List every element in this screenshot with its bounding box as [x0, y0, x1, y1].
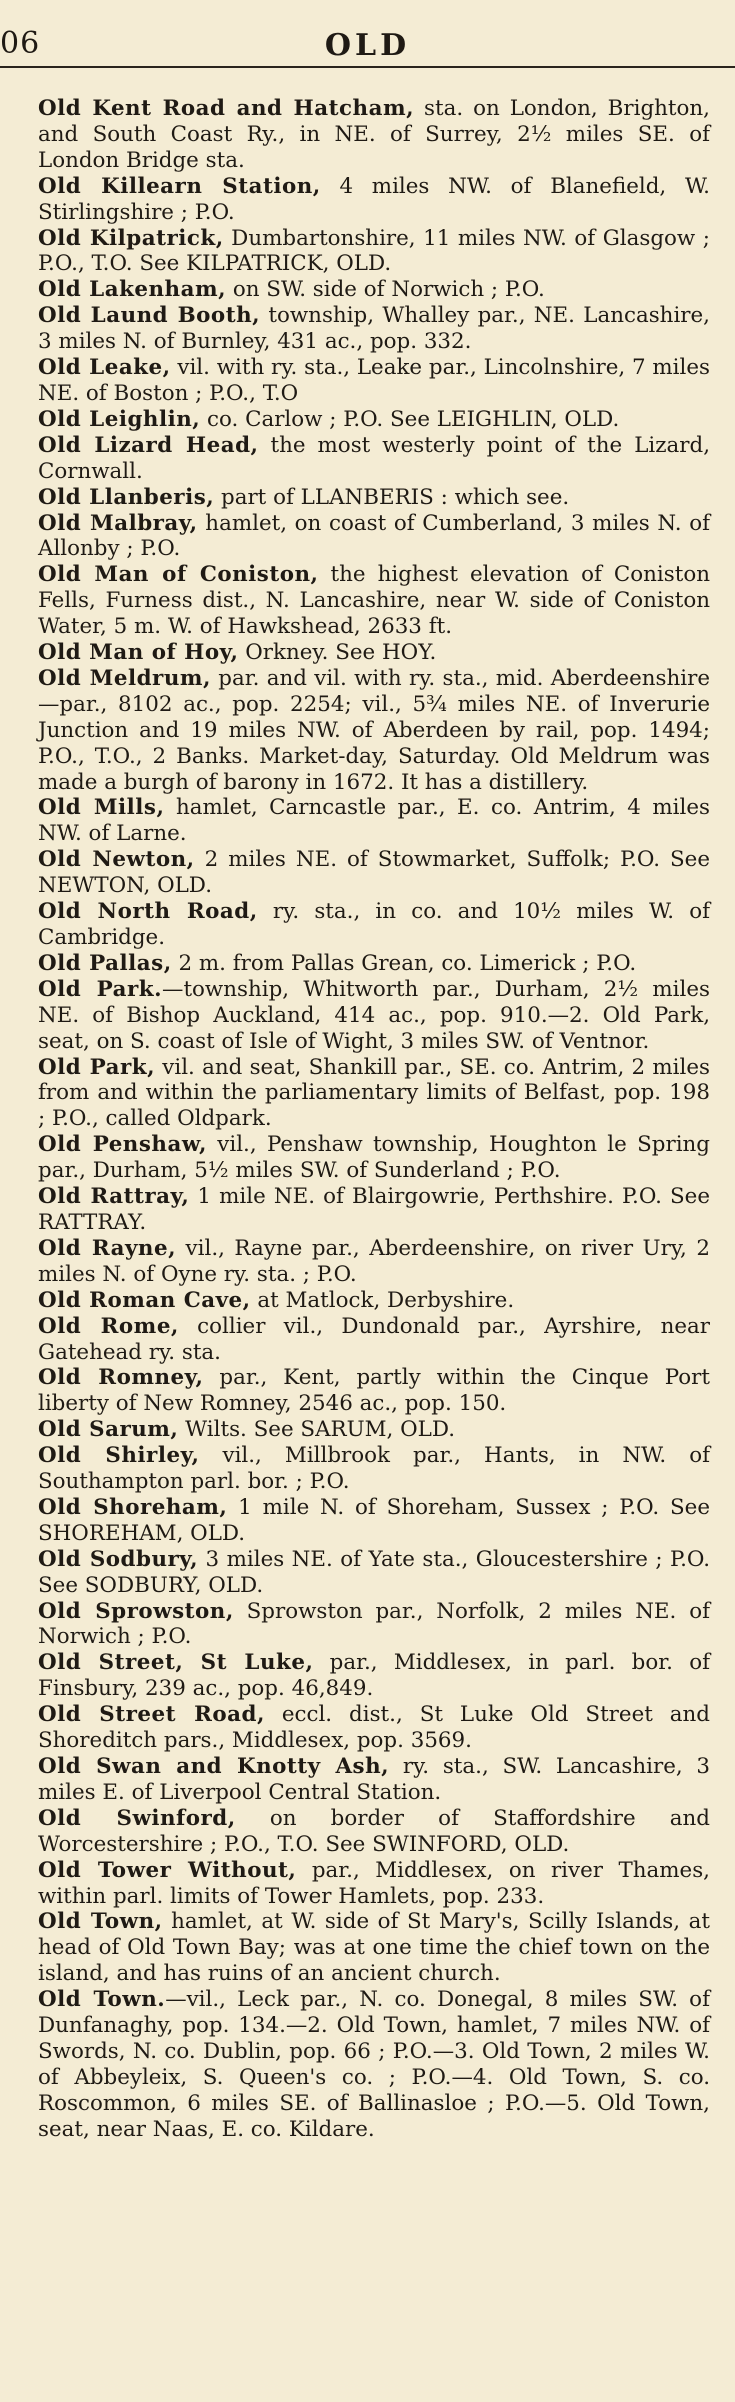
- gazetteer-entry: [38, 847, 710, 899]
- entry-text: Dumbartonshire, 11 miles NW. of Glasgow ; P.O., T.O. See KILPATRICK, OLD.: [38, 225, 710, 277]
- entry-text: sta. on London, Brighton, and South Coast Ry., in NE. of Surrey, 2½ miles SE. of London Bridge sta.: [38, 96, 710, 173]
- gazetteer-entry: [38, 899, 710, 951]
- entry-text: hamlet, on coast of Cumberland, 3 miles N. of Allonby ; P.O.: [38, 510, 711, 562]
- gazetteer-entry: [38, 1417, 710, 1443]
- entry-headword: Old Town.: [38, 1987, 166, 2013]
- header-rule: [0, 66, 735, 68]
- entry-headword: Old Sarum,: [38, 1417, 179, 1443]
- gazetteer-entry: [38, 1599, 710, 1651]
- entry-text: hamlet, Carncastle par., E. co. Antrim, 4 miles NW. of Larne.: [38, 795, 711, 847]
- entry-headword: Old Rattray,: [38, 1184, 190, 1210]
- entry-headword: Old Swinford,: [38, 1805, 236, 1831]
- entry-headword: Old Shoreham,: [38, 1494, 228, 1520]
- gazetteer-entry: [38, 1754, 710, 1806]
- gazetteer-entry: [38, 1495, 710, 1547]
- entry-headword: Old Roman Cave,: [38, 1287, 251, 1313]
- entry-headword: Old Killearn Station,: [38, 173, 321, 199]
- entry-headword: Old Meldrum,: [38, 665, 211, 691]
- entry-text: 1 mile NE. of Blairgowrie, Perthshire. P.O. See RATTRAY.: [38, 1184, 711, 1235]
- gazetteer-entry: [38, 1702, 710, 1754]
- entry-text: on SW. side of Norwich ; P.O.: [226, 277, 545, 303]
- entry-headword: Old Malbray,: [38, 510, 198, 536]
- running-head: OLD: [324, 28, 411, 63]
- entry-headword: Old Swan and Knotty Ash,: [38, 1754, 390, 1779]
- gazetteer-entry: [38, 407, 710, 433]
- entry-text: vil. and seat, Shankill par., SE. co. Antrim, 2 miles from and within the parliamentary limits of Belfast, pop. 198 ; P.O., called Oldpark.: [38, 1054, 710, 1132]
- gazetteer-entry: [38, 1184, 710, 1236]
- entry-text: ry. sta., in co. and 10½ miles W. of Cambridge.: [38, 899, 710, 950]
- gazetteer-entry: [38, 433, 710, 485]
- gazetteer-entry: [38, 1236, 710, 1288]
- gazetteer-entry: [38, 1365, 710, 1417]
- entry-headword: Old Man of Hoy,: [38, 640, 239, 666]
- entry-headword: Old Street Road,: [38, 1702, 265, 1728]
- gazetteer-entry: [38, 1314, 710, 1366]
- gazetteer-entry: [38, 174, 710, 226]
- gazetteer-entry: [38, 640, 710, 666]
- gazetteer-entry: [38, 96, 710, 174]
- entry-text: par., Middlesex, on river Thames, within parl. limits of Tower Hamlets, pop. 233.: [38, 1857, 710, 1909]
- entry-headword: Old Park,: [38, 1054, 156, 1080]
- gazetteer-entry: [38, 1443, 710, 1495]
- entry-text: par. and vil. with ry. sta., mid. Aberdeenshire—par., 8102 ac., pop. 2254; vil., 5¾ miles NE. of Inverurie Junction and 19 miles NW. of Aberdeen by rail, pop. 1494; P.O., T.O., 2 Banks. Market-day, Saturday. Old Meldrum was made a burgh of barony in 1672. It has a distillery.: [38, 665, 710, 795]
- entry-headword: Old Lakenham,: [38, 277, 227, 303]
- entry-text: at Matlock, Derbyshire.: [250, 1287, 515, 1313]
- gazetteer-entry: [38, 511, 710, 563]
- entry-headword: Old Tower Without,: [38, 1857, 297, 1883]
- entry-text: co. Carlow ; P.O. See LEIGHLIN, OLD.: [200, 406, 620, 432]
- entry-headword: Old Sodbury,: [38, 1546, 199, 1572]
- entry-text: hamlet, at W. side of St Mary's, Scilly Islands, at head of Old Town Bay; was at one time the chief town on the island, and has ruins of an ancient church.: [38, 1909, 710, 1987]
- entry-text: par., Middlesex, in parl. bor. of Finsbury, 239 ac., pop. 46,849.: [38, 1650, 710, 1702]
- entry-headword: Old North Road,: [38, 899, 258, 925]
- entry-text: vil., Penshaw township, Houghton le Spring par., Durham, 5½ miles SW. of Sunderland ; P.O.: [38, 1132, 711, 1184]
- entry-text: —vil., Leck par., N. co. Donegal, 8 miles SW. of Dunfanaghy, pop. 134.—2. Old Town, hamlet, 7 miles NW. of Swords, N. co. Dublin, pop. 66 ; P.O.—3. Old Town, 2 miles W. of Abbeyleix, S. Queen's co. ; P.O.—4. Old Town, S. co. Roscommon, 6 miles SE. of Ballinasloe ; P.O.—5. Old Town, seat, near Naas, E. co. Kildare.: [38, 1987, 710, 2142]
- gazetteer-entry: [38, 1909, 710, 1987]
- page-header: [0, 0, 735, 70]
- entry-headword: Old Romney,: [38, 1365, 204, 1391]
- entry-headword: Old Laund Booth,: [38, 303, 261, 329]
- entry-headword: Old Shirley,: [38, 1443, 200, 1469]
- entry-text: —township, Whitworth par., Durham, 2½ miles NE. of Bishop Auckland, 414 ac., pop. 910.—2. Old Park, seat, on S. coast of Isle of Wight, 3 miles SW. of Ventnor.: [38, 976, 710, 1054]
- entry-text: part of LLANBERIS : which see.: [214, 484, 570, 510]
- entry-headword: Old Rome,: [38, 1313, 179, 1339]
- entry-text: collier vil., Dundonald par., Ayrshire, near Gatehead ry. sta.: [38, 1313, 710, 1365]
- gazetteer-entry: [38, 977, 710, 1055]
- entry-text: 4 miles NW. of Blanefield, W. Stirlingshire ; P.O.: [38, 173, 710, 225]
- entry-text: the highest elevation of Coniston Fells, Furness dist., N. Lancashire, near W. side of Coniston Water, 5 m. W. of Hawkshead, 2633 ft.: [38, 562, 711, 640]
- gazetteer-entry: [38, 226, 710, 278]
- gazetteer-entry: [38, 1650, 710, 1702]
- entry-headword: Old Newton,: [38, 847, 195, 873]
- entry-text: vil., Rayne par., Aberdeenshire, on river Ury, 2 miles N. of Oyne ry. sta. ; P.O.: [38, 1235, 710, 1287]
- gazetteer-entry: [38, 1987, 710, 2142]
- entry-headword: Old Lizard Head,: [38, 432, 259, 458]
- entry-list: [38, 96, 710, 2143]
- entry-text: vil., Millbrook par., Hants, in NW. of Southampton parl. bor. ; P.O.: [38, 1443, 710, 1495]
- gazetteer-entry: [38, 666, 710, 796]
- entry-text: 2 miles NE. of Stowmarket, Suffolk; P.O. See NEWTON, OLD.: [38, 847, 710, 899]
- gazetteer-entry: [38, 485, 710, 511]
- gazetteer-entry: [38, 355, 710, 407]
- gazetteer-entry: [38, 1132, 710, 1184]
- entry-text: on border of Staffordshire and Worcestershire ; P.O., T.O. See SWINFORD, OLD.: [38, 1805, 710, 1857]
- gazetteer-entry: [38, 562, 710, 640]
- entry-headword: Old Town,: [38, 1909, 163, 1935]
- entry-headword: Old Kilpatrick,: [38, 225, 224, 251]
- page-number: 06: [0, 26, 41, 61]
- entry-headword: Old Leake,: [38, 355, 171, 381]
- entry-text: par., Kent, partly within the Cinque Port liberty of New Romney, 2546 ac., pop. 150.: [38, 1365, 710, 1417]
- entry-headword: Old Sprowston,: [38, 1598, 234, 1624]
- entry-headword: Old Park.: [38, 976, 163, 1002]
- entry-headword: Old Street, St Luke,: [38, 1650, 314, 1676]
- entry-text: Wilts. See SARUM, OLD.: [178, 1417, 456, 1443]
- entry-headword: Old Penshaw,: [38, 1132, 207, 1158]
- entry-text: eccl. dist., St Luke Old Street and Shoreditch pars., Middlesex, pop. 3569.: [38, 1702, 710, 1754]
- entry-text: the most westerly point of the Lizard, Cornwall.: [38, 432, 710, 484]
- entry-text: vil. with ry. sta., Leake par., Lincolnshire, 7 miles NE. of Boston ; P.O., T.O: [38, 355, 710, 406]
- entry-text: township, Whalley par., NE. Lancashire, 3 miles N. of Burnley, 431 ac., pop. 332.: [38, 303, 710, 355]
- gazetteer-entry: [38, 951, 710, 977]
- entry-text: 1 mile N. of Shoreham, Sussex ; P.O. See SHOREHAM, OLD.: [38, 1494, 710, 1546]
- gazetteer-entry: [38, 1288, 710, 1314]
- entry-headword: Old Leighlin,: [38, 406, 201, 432]
- gazetteer-entry: [38, 1858, 710, 1910]
- entry-headword: Old Kent Road and Hatcham,: [38, 96, 415, 121]
- gazetteer-entry: [38, 277, 710, 303]
- entry-text: Sprowston par., Norfolk, 2 miles NE. of Norwich ; P.O.: [38, 1598, 710, 1650]
- gazetteer-entry: [38, 1806, 710, 1858]
- entry-text: 3 miles NE. of Yate sta., Gloucestershire ; P.O. See SODBURY, OLD.: [38, 1546, 710, 1598]
- gazetteer-entry: [38, 1547, 710, 1599]
- entry-headword: Old Man of Coniston,: [38, 562, 319, 588]
- entry-headword: Old Pallas,: [38, 950, 172, 976]
- entry-headword: Old Mills,: [38, 795, 165, 821]
- gazetteer-entry: [38, 1055, 710, 1133]
- entry-text: 2 m. from Pallas Grean, co. Limerick ; P.O.: [171, 950, 637, 976]
- entry-text: Orkney. See HOY.: [238, 640, 437, 666]
- entry-text: ry. sta., SW. Lancashire, 3 miles E. of Liverpool Central Station.: [38, 1754, 710, 1805]
- gazetteer-entry: [38, 303, 710, 355]
- gazetteer-entry: [38, 795, 710, 847]
- entry-headword: Old Rayne,: [38, 1235, 177, 1261]
- entry-headword: Old Llanberis,: [38, 484, 215, 510]
